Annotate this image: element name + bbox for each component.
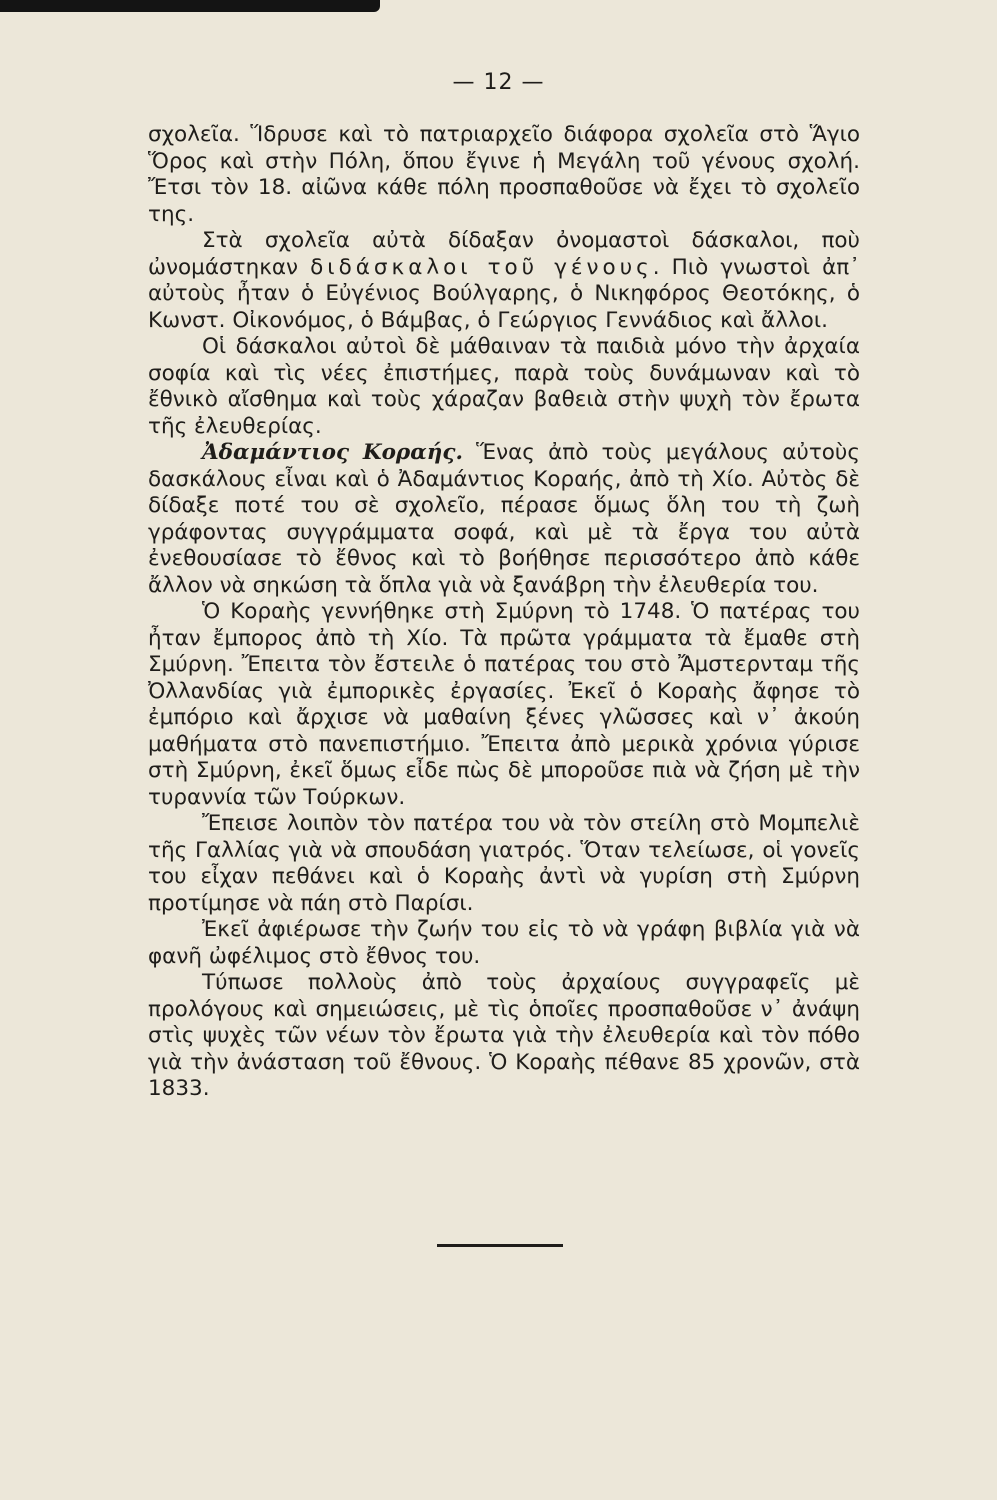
- paragraph-2-text-after: . Πιὸ γνωστοὶ ἀπ᾿ αὐτοὺς ἦταν ὁ Εὐγένιος Βούλγαρης, ὁ Νικηφόρος Θεοτόκης, ὁ Κωνστ. Οἰκονόμος, ὁ Βάμβας, ὁ Γεώργιος Γεννάδιος καὶ ἄλλοι.: [148, 254, 860, 333]
- paragraph-8-text: Τύπωσε πολλοὺς ἀπὸ τοὺς ἀρχαίους συγγραφεῖς μὲ προλόγους καὶ σημειώσεις, μὲ τὶς ὁποῖες προσπαθοῦσε ν᾿ ἀνάψη στὶς ψυχὲς τῶν νέων τὸν ἔρωτα γιὰ τὴν ἐλευθερία καὶ τὸν πόθο γιὰ τὴν ἀνάσταση τοῦ ἔθνους. Ὁ Κοραὴς πέθανε 85 χρονῶν, στὰ 1833.: [148, 970, 860, 1101]
- paragraph-2-text-before: Στὰ σχολεῖα αὐτὰ δίδαξαν ὀνομαστοὶ δάσκαλοι, ποὺ ὠνομάστηκαν: [148, 228, 860, 280]
- paragraph-1-text: σχολεῖα. Ἵδρυσε καὶ τὸ πατριαρχεῖο διάφορα σχολεῖα στὸ Ἅγιο Ὅρος καὶ στὴν Πόλη, ὅπου ἔγινε ἡ Μεγάλη τοῦ γένους σχολή. Ἔτσι τὸν 18. αἰῶνα κάθε πόλη προσπαθοῦσε νὰ ἔχει τὸ σχολεῖο της.: [148, 122, 860, 227]
- paragraph-3-text: Οἱ δάσκαλοι αὐτοὶ δὲ μάθαιναν τὰ παιδιὰ μόνο τὴν ἀρχαία σοφία καὶ τὶς νέες ἐπιστήμες, παρὰ τοὺς δυνάμωναν καὶ τὸ ἔθνικὸ αἴσθημα καὶ τοὺς χάραζαν βαθειὰ στὴν ψυχὴ τὸν ἔρωτα τῆς ἐλευθερίας.: [148, 334, 860, 439]
- paragraph-2: [148, 228, 860, 334]
- paragraph-7: [148, 917, 860, 970]
- section-heading: Ἀδαμάντιος Κοραής.: [202, 440, 463, 465]
- paragraph-6-text: Ἔπεισε λοιπὸν τὸν πατέρα του νὰ τὸν στείλη στὸ Μομπελιὲ τῆς Γαλλίας γιὰ νὰ σπουδάση γιατρός. Ὅταν τελείωσε, οἱ γονεῖς του εἶχαν πεθάνει καὶ ὁ Κοραὴς ἀντὶ νὰ γυρίση στὴ Σμύρνη προτίμησε νὰ πάη στὸ Παρίσι.: [148, 811, 860, 916]
- paragraph-4: [148, 440, 860, 599]
- paragraph-4-text: Ἕνας ἀπὸ τοὺς μεγάλους αὐτοὺς δασκάλους εἶναι καὶ ὁ Ἀδαμάντιος Κοραής, ἀπὸ τὴ Χίο. Αὐτὸς δὲ δίδαξε ποτέ του σὲ σχολεῖο, πέρασε ὅμως ὅλη του τὴ ζωὴ γράφοντας συγγράμματα σοφά, καὶ μὲ τὰ ἔργα του αὐτὰ ἐνεθουσίασε τὸ ἔθνος καὶ τὸ βοήθησε περισσότερο ἀπὸ κάθε ἄλλον νὰ σηκώση τὰ ὅπλα γιὰ νὰ ξανάβρη τὴν ἐλευθερία του.: [148, 440, 860, 598]
- paragraph-6: [148, 811, 860, 917]
- paragraph-8: [148, 970, 860, 1103]
- paragraph-7-text: Ἐκεῖ ἀφιέρωσε τὴν ζωήν του εἰς τὸ νὰ γράφη βιβλία γιὰ νὰ φανῆ ὠφέλιμος στὸ ἔθνος του.: [148, 917, 860, 969]
- page-number: — 12 —: [452, 70, 545, 95]
- paragraph-1: [148, 122, 860, 228]
- scan-edge-shadow: [0, 0, 380, 12]
- spaced-term: διδάσκαλοι τοῦ γένους: [310, 254, 653, 280]
- end-rule: [437, 1244, 563, 1247]
- paragraph-3: [148, 334, 860, 440]
- body-text: [148, 122, 860, 1103]
- paragraph-5: [148, 599, 860, 811]
- paragraph-5-text: Ὁ Κοραὴς γεννήθηκε στὴ Σμύρνη τὸ 1748. Ὁ πατέρας του ἦταν ἔμπορος ἀπὸ τὴ Χίο. Τὰ πρῶτα γράμματα τὰ ἔμαθε στὴ Σμύρνη. Ἔπειτα τὸν ἔστειλε ὁ πατέρας του στὸ Ἄμστερνταμ τῆς Ὀλλανδίας γιὰ ἐμπορικὲς ἐργασίες. Ἐκεῖ ὁ Κοραὴς ἄφησε τὸ ἐμπόριο καὶ ἄρχισε νὰ μαθαίνη ξένες γλῶσσες καὶ ν᾿ ἀκούη μαθήματα στὸ πανεπιστήμιο. Ἔπειτα ἀπὸ μερικὰ χρόνια γύρισε στὴ Σμύρνη, ἐκεῖ ὅμως εἶδε πὼς δὲ μποροῦσε πιὰ νὰ ζήση μὲ τὴν τυραννία τῶν Τούρκων.: [148, 599, 860, 810]
